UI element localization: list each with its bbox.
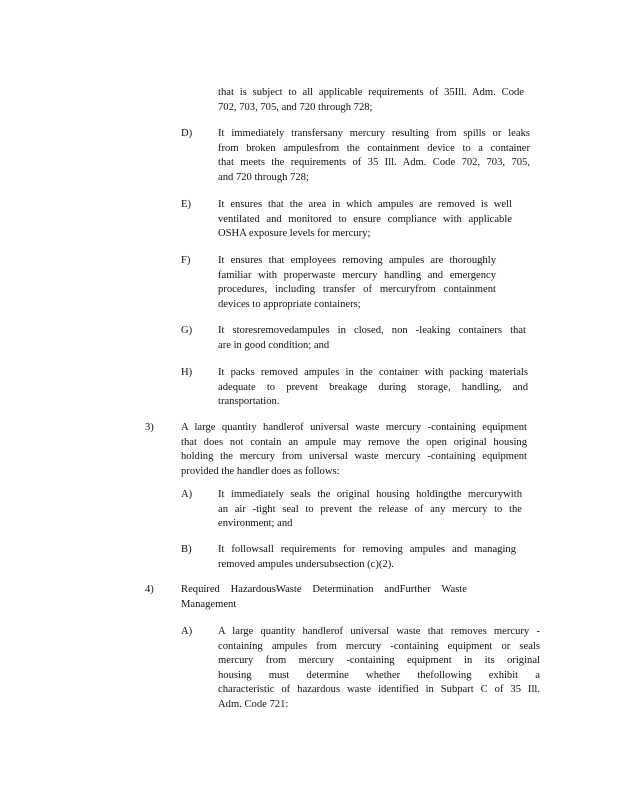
item-label-d: D): [181, 128, 193, 139]
item-3a-text: It immediately seals the original housing holdingthe mercurywith an air -tight seal to prevent the release of any mercury to the environment; and: [218, 489, 522, 529]
paragraph-continuation: that is subject to all applicable requirements of 35Ill. Adm. Code 702, 703, 705, and 720 through 728;: [218, 87, 524, 113]
item-f-text: It ensures that employees removing ampules are thoroughly familiar with properwaste mercury handling and emergency procedures, including transfer of mercuryfrom containment devices to appropriate containers;: [218, 255, 496, 310]
item-3b-text: It followsall requirements for removing ampules and managing removed ampules undersubsection (c)(2).: [218, 544, 516, 570]
item-4-heading: Required HazardousWaste Determination andFurther Waste Management: [181, 584, 467, 610]
item-label-4: 4): [145, 584, 154, 595]
item-label-h: H): [181, 367, 193, 378]
item-label-f: F): [181, 255, 191, 266]
item-g-text: It storesremovedampules in closed, non -leaking containers that are in good condition; and: [218, 325, 526, 351]
item-h-text: It packs removed ampules in the container with packing materials adequate to prevent breakage during storage, handling, and transportation.: [218, 367, 528, 407]
item-d-text: It immediately transfersany mercury resulting from spills or leaks from broken ampulesfrom the containment device to a container that meets the requirements of 35 Ill. Adm. Code 702, 703, 705, and 720 through 728;: [218, 128, 530, 183]
item-label-3b: B): [181, 544, 192, 555]
item-e-text: It ensures that the area in which ampules are removed is well ventilated and monitored to ensure compliance with applicable OSHA exposure levels for mercury;: [218, 199, 512, 239]
item-label-4a: A): [181, 626, 193, 637]
item-4a-text: A large quantity handlerof universal waste that removes mercury - containing ampules from mercury -containing equipment or seals mercury from mercury -containing equipment in its original housing must determine whether thefollowing exhibit a characteristic of hazardous waste identified in Subpart C of 35 Ill. Adm. Code 721:: [218, 626, 540, 710]
item-label-g: G): [181, 325, 193, 336]
item-3-text: A large quantity handlerof universal waste mercury -containing equipment that does not contain an ampule may remove the open original housing holding the mercury from universal waste mercury -containing equipment provided the handler does as follows:: [181, 422, 527, 477]
item-label-3a: A): [181, 489, 193, 500]
item-label-3: 3): [145, 422, 154, 433]
item-label-e: E): [181, 199, 191, 210]
